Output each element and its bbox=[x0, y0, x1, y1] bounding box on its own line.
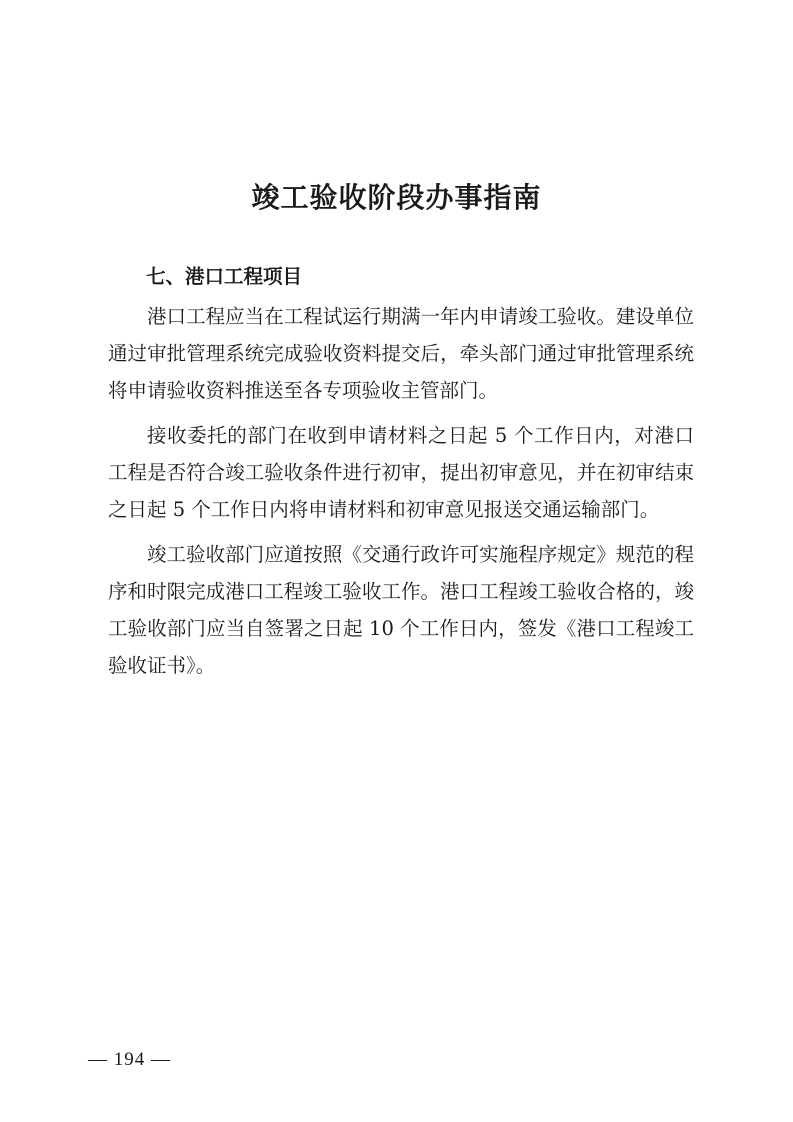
paragraph: 接收委托的部门在收到申请材料之日起 5 个工作日内，对港口工程是否符合竣工验收条件进行初审，提出初审意见，并在初审结束之日起 5 个工作日内将申请材料和初审意见报送交通运输部门。 bbox=[108, 424, 694, 521]
paragraph: 竣工验收部门应道按照《交通行政许可实施程序规定》规范的程序和时限完成港口工程竣工验收工作。港口工程竣工验收合格的，竣工验收部门应当自签署之日起 10 个工作日内，签发《港口工程竣工验收证书》。 bbox=[108, 543, 694, 677]
document-title: 竣工验收阶段办事指南 bbox=[251, 181, 542, 214]
paragraph: 港口工程应当在工程试运行期满一年内申请竣工验收。建设单位通过审批管理系统完成验收资料提交后，牵头部门通过审批管理系统将申请验收资料推送至各专项验收主管部门。 bbox=[108, 305, 694, 402]
section-heading: 七、港口工程项目 bbox=[146, 265, 303, 288]
body-text bbox=[108, 298, 694, 692]
page-number: — 194 — bbox=[88, 1049, 171, 1070]
